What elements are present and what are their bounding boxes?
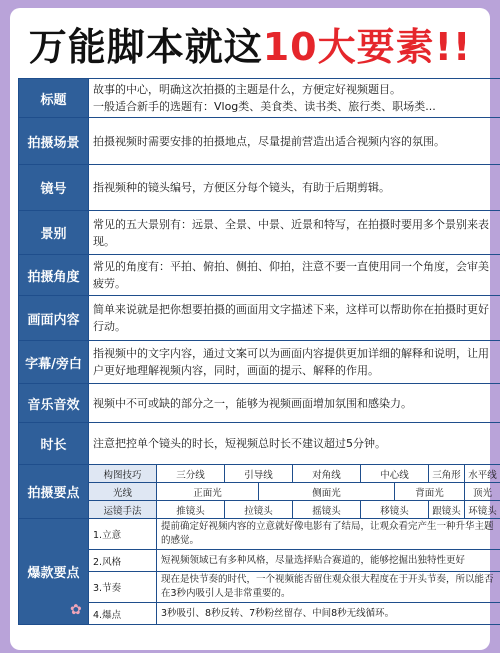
- grid-cell: 运镜手法: [89, 501, 157, 519]
- tips-row: [19, 603, 500, 625]
- grid-cell: 顶光: [465, 483, 500, 501]
- tips-row: [19, 572, 500, 603]
- grid-cell: 水平线: [465, 465, 500, 483]
- row-content: 指视频中的文字内容，通过文案可以为画面内容提供更加详细的解释和说明，让用户更好地理解视频内容，同时，画面的提示、解释的作用。: [89, 341, 500, 384]
- grid-cell: 环镜头: [465, 501, 500, 519]
- grid-cell: 跟镜头: [429, 501, 465, 519]
- table-row: [19, 165, 500, 211]
- row-label: 标题: [19, 79, 89, 118]
- tip-desc: 短视频领域已有多种风格，尽量选择贴合赛道的，能够挖掘出独特性更好: [157, 550, 500, 572]
- table-row: [19, 384, 500, 423]
- row-label: 音乐音效: [19, 384, 89, 423]
- table-row: [19, 423, 500, 465]
- row-label: 拍摄角度: [19, 255, 89, 296]
- tip-name: 1.立意: [89, 519, 157, 550]
- elements-table: [18, 78, 497, 625]
- shooting-row-composition: [19, 465, 500, 483]
- tip-name: 2.风格: [89, 550, 157, 572]
- row-content: 常见的五大景别有：远景、全景、中景、近景和特写，在拍摄时要用多个景别来表现。: [89, 211, 500, 255]
- grid-cell: 正面光: [157, 483, 259, 501]
- table-row: [19, 341, 500, 384]
- row-content: 视频中不可或缺的部分之一，能够为视频画面增加氛围和感染力。: [89, 384, 500, 423]
- page-title: [10, 8, 490, 78]
- table-row: [19, 211, 500, 255]
- grid-cell: 三分线: [157, 465, 225, 483]
- row-content: 指视频种的镜头编号，方便区分每个镜头，有助于后期剪辑。: [89, 165, 500, 211]
- title-part2: 10大要素!!: [262, 24, 472, 69]
- grid-cell: 引导线: [225, 465, 293, 483]
- grid-cell: 摇镜头: [293, 501, 361, 519]
- table-row: [19, 118, 500, 165]
- grid-cell: 构图技巧: [89, 465, 157, 483]
- row-content: 简单来说就是把你想要拍摄的画面用文字描述下来，这样可以帮助你在拍摄时更好行动。: [89, 296, 500, 341]
- row-label: 字幕/旁白: [19, 341, 89, 384]
- grid-cell: 背面光: [395, 483, 465, 501]
- table-row: [19, 79, 500, 118]
- row-content: 注意把控单个镜头的时长，短视频总时长不建议超过5分钟。: [89, 423, 500, 465]
- row-label: 画面内容: [19, 296, 89, 341]
- row-content: 故事的中心，明确这次拍摄的主题是什么，方便定好视频题目。 一般适合新手的选题有：Vlog类、美食类、读书类、旅行类、职场类...: [89, 79, 500, 118]
- grid-cell: 拉镜头: [225, 501, 293, 519]
- tip-desc: 提前确定好视频内容的立意就好像电影有了结局，让观众看完产生一种升华主题的感觉。: [157, 519, 500, 550]
- table-row: [19, 296, 500, 341]
- grid-cell: 中心线: [361, 465, 429, 483]
- row-label: 时长: [19, 423, 89, 465]
- row-label: 景别: [19, 211, 89, 255]
- tip-name: 3.节奏: [89, 572, 157, 603]
- shooting-row-camera: [19, 501, 500, 519]
- grid-cell: 移镜头: [361, 501, 429, 519]
- tip-name: 4.爆点: [89, 603, 157, 625]
- table-row: [19, 255, 500, 296]
- row-label: 拍摄场景: [19, 118, 89, 165]
- tip-desc: 3秒吸引、8秒反转、7秒粉丝留存、中间8秒无线循环。: [157, 603, 500, 625]
- row-content: 常见的角度有：平拍、俯拍、侧拍、仰拍，注意不要一直使用同一个角度，会审美疲劳。: [89, 255, 500, 296]
- title-part1: 万能脚本就这: [28, 24, 263, 69]
- grid-cell: 光线: [89, 483, 157, 501]
- grid-cell: 推镜头: [157, 501, 225, 519]
- tip-desc: 现在是快节奏的时代，一个视频能否留住观众很大程度在于开头节奏，所以能否在3秒内吸引人是非常重要的。: [157, 572, 500, 603]
- grid-cell: 对角线: [293, 465, 361, 483]
- grid-cell: 侧面光: [259, 483, 395, 501]
- grid-cell: 三角形: [429, 465, 465, 483]
- tips-row: [19, 550, 500, 572]
- row-content: 拍摄视频时需要安排的拍摄地点，尽量提前营造出适合视频内容的氛围。: [89, 118, 500, 165]
- flower-watermark-icon: ✿: [70, 602, 82, 618]
- row-label: 镜号: [19, 165, 89, 211]
- row-label: 拍摄要点: [19, 465, 89, 519]
- row-label: 爆款要点: [19, 519, 89, 625]
- shooting-row-light: [19, 483, 500, 501]
- tips-row: [19, 519, 500, 550]
